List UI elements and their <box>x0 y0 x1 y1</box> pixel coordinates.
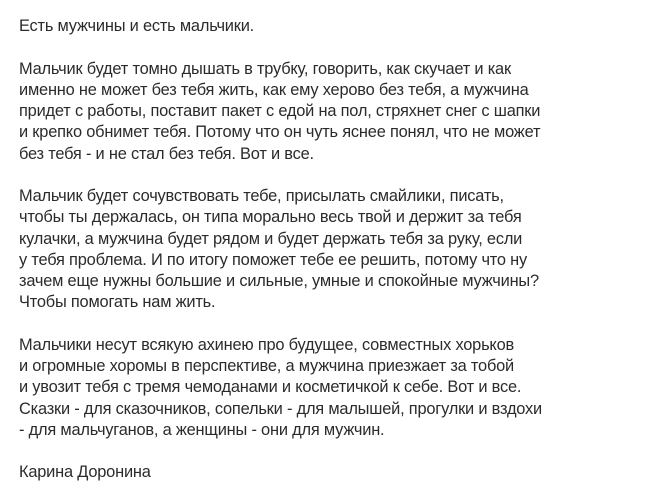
text-line: у тебя проблема. И по итогу поможет тебе ее решить, потому что ну <box>19 250 528 269</box>
author-name: Карина Доронина <box>19 463 151 482</box>
text-line: придет с работы, поставит пакет с едой на пол, стряхнет снег с шапки <box>19 102 541 121</box>
text-line: без тебя - и не стал без тебя. Вот и все. <box>19 144 314 163</box>
text-line: Мальчик будет томно дышать в трубку, говорить, как скучает и как <box>19 59 511 78</box>
text-line: - для мальчуганов, а женщины - они для мужчин. <box>19 420 385 439</box>
text-line: Сказки - для сказочников, сопельки - для малышей, прогулки и вздохи <box>19 399 542 418</box>
text-line: именно не может без тебя жить, как ему херово без тебя, а мужчина <box>19 80 529 99</box>
text-line: кулачки, а мужчина будет рядом и будет держать тебя за руку, если <box>19 229 523 248</box>
post-text <box>19 16 639 484</box>
text-line: и крепко обнимет тебя. Потому что он чуть яснее понял, что не может <box>19 123 541 142</box>
text-line: Чтобы помогать нам жить. <box>19 293 216 312</box>
paragraph-4 <box>19 335 639 441</box>
paragraph-1 <box>19 16 639 37</box>
text-line: и увозит тебя с тремя чемоданами и косметичкой к себе. Вот и все. <box>19 378 522 397</box>
text-line: зачем еще нужны большие и сильные, умные и спокойные мужчины? <box>19 272 539 291</box>
text-line: и огромные хоромы в перспективе, а мужчина приезжает за тобой <box>19 357 514 376</box>
text-line: чтобы ты держалась, он типа морально весь твой и держит за тебя <box>19 208 522 227</box>
text-line: Мальчики несут всякую ахинею про будущее, совместных хорьков <box>19 335 515 354</box>
paragraph-2 <box>19 59 639 165</box>
text-line: Есть мужчины и есть мальчики. <box>19 17 255 35</box>
author-signature <box>19 462 639 483</box>
text-line: Мальчик будет сочувствовать тебе, присылать смайлики, писать, <box>19 187 504 206</box>
paragraph-3 <box>19 186 639 313</box>
